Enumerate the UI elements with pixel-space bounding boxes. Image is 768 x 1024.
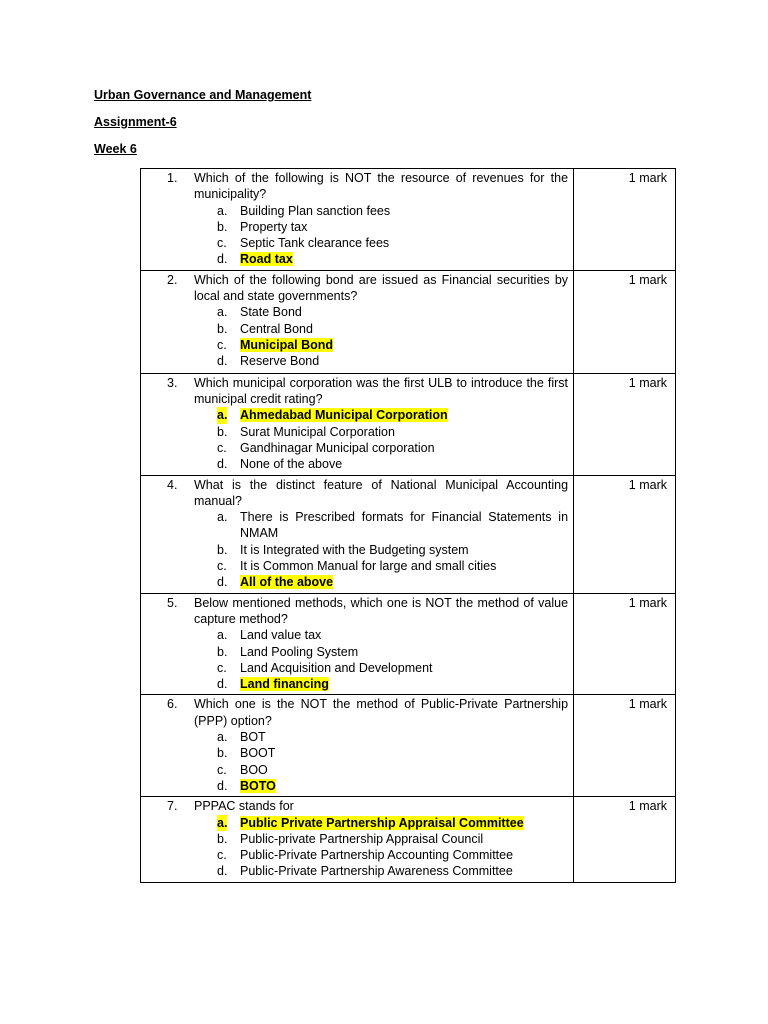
- option-text: Land value tax: [240, 628, 322, 643]
- option-label: b.: [217, 424, 228, 439]
- answer-option: [194, 440, 568, 456]
- option-label: b.: [217, 644, 228, 659]
- option-label: c.: [217, 848, 227, 863]
- marks-label: 1 mark: [628, 171, 667, 185]
- option-text: Building Plan sanction fees: [240, 203, 391, 218]
- assignment-title: Assignment-6: [94, 115, 177, 129]
- course-title: Urban Governance and Management: [94, 88, 312, 102]
- correct-answer-text: Road tax: [240, 252, 293, 267]
- week-title: Week 6: [94, 142, 137, 156]
- option-label: d.: [217, 575, 228, 590]
- question-text: Below mentioned methods, which one is NOT the method of value capture method?: [194, 595, 569, 626]
- option-label: c.: [217, 762, 227, 777]
- question-cell: [141, 695, 574, 797]
- option-label: b.: [217, 321, 228, 336]
- question: [141, 695, 573, 796]
- marks-cell: [574, 797, 676, 882]
- answer-option: [194, 815, 568, 831]
- answer-option: [194, 509, 568, 542]
- option-list: [194, 509, 568, 590]
- option-text: Surat Municipal Corporation: [240, 424, 395, 439]
- answer-option: [194, 203, 568, 219]
- question-row: [141, 373, 676, 475]
- question-text: PPPAC stands for: [194, 799, 294, 814]
- answer-option: [194, 863, 568, 879]
- questions-table: [140, 168, 676, 883]
- option-text: None of the above: [240, 457, 343, 472]
- question-row: [141, 593, 676, 695]
- question-number: 7.: [167, 799, 178, 814]
- questions-table-body: [141, 169, 676, 883]
- marks-cell: [574, 475, 676, 593]
- option-label: a.: [217, 628, 228, 643]
- answer-option: [194, 745, 568, 761]
- option-label: c.: [217, 660, 227, 675]
- option-list: [194, 815, 568, 880]
- answer-option: [194, 353, 568, 369]
- option-label: c.: [217, 440, 227, 455]
- question-number: 3.: [167, 375, 178, 390]
- answer-option: [194, 558, 568, 574]
- option-text: Central Bond: [240, 321, 313, 336]
- option-label: d.: [217, 864, 228, 879]
- question-row: [141, 270, 676, 373]
- marks-cell: [574, 270, 676, 373]
- option-text: Gandhinagar Municipal corporation: [240, 440, 435, 455]
- option-text: It is Common Manual for large and small cities: [240, 559, 497, 574]
- marks-cell: [574, 169, 676, 271]
- answer-option: [194, 627, 568, 643]
- marks-label: 1 mark: [628, 595, 667, 610]
- question-cell: [141, 270, 574, 373]
- question: [141, 476, 573, 593]
- correct-answer-text: BOTO: [240, 778, 276, 793]
- answer-option: [194, 424, 568, 440]
- question: [141, 594, 573, 695]
- question-cell: [141, 593, 574, 695]
- option-text: Land Pooling System: [240, 644, 359, 659]
- question: [141, 271, 573, 372]
- option-label: b.: [217, 219, 228, 234]
- question-text: What is the distinct feature of National Municipal Accounting manual?: [194, 477, 569, 508]
- answer-option: [194, 676, 568, 692]
- option-label: d.: [217, 778, 228, 793]
- option-text: Septic Tank clearance fees: [240, 236, 390, 251]
- question: [141, 797, 573, 881]
- answer-option: [194, 831, 568, 847]
- answer-option: [194, 660, 568, 676]
- option-list: [194, 407, 568, 472]
- option-label: b.: [217, 542, 228, 557]
- option-label: b.: [217, 831, 228, 846]
- correct-answer-text: Municipal Bond: [240, 337, 334, 352]
- answer-option: [194, 729, 568, 745]
- option-list: [194, 729, 568, 794]
- answer-option: [194, 235, 568, 251]
- option-text: Reserve Bond: [240, 354, 320, 369]
- question-row: [141, 797, 676, 882]
- answer-option: [194, 337, 568, 353]
- option-list: [194, 304, 568, 369]
- option-text: It is Integrated with the Budgeting system: [240, 542, 469, 557]
- option-text: Public-Private Partnership Awareness Committee: [240, 864, 513, 879]
- answer-option: [194, 304, 568, 320]
- option-list: [194, 627, 568, 692]
- answer-option: [194, 456, 568, 472]
- option-label: d.: [217, 677, 228, 692]
- question-number: 2.: [167, 272, 178, 287]
- question-text: Which of the following bond are issued as Financial securities by local and state governments?: [194, 272, 569, 304]
- question-number: 5.: [167, 595, 178, 610]
- option-label: a.: [217, 408, 228, 423]
- answer-option: [194, 219, 568, 235]
- option-label: a.: [217, 730, 228, 745]
- question-text: Which municipal corporation was the first ULB to introduce the first municipal credit rating?: [194, 375, 569, 407]
- option-label: a.: [217, 815, 228, 830]
- question-row: [141, 169, 676, 271]
- option-text: Public-private Partnership Appraisal Council: [240, 831, 484, 846]
- question-row: [141, 475, 676, 593]
- correct-answer-text: Land financing: [240, 677, 329, 692]
- answer-option: [194, 251, 568, 267]
- question-number: 6.: [167, 697, 178, 712]
- option-label: c.: [217, 236, 227, 251]
- marks-cell: [574, 373, 676, 475]
- option-text: BOOT: [240, 746, 276, 761]
- correct-answer-text: Public Private Partnership Appraisal Committee: [240, 815, 524, 830]
- option-label: a.: [217, 305, 228, 320]
- option-text: Public-Private Partnership Accounting Committee: [240, 848, 514, 863]
- question-number: 4.: [167, 477, 178, 492]
- correct-answer-text: All of the above: [240, 575, 334, 590]
- answer-option: [194, 847, 568, 863]
- question-text: Which of the following is NOT the resource of revenues for the municipality?: [194, 171, 569, 202]
- marks-cell: [574, 695, 676, 797]
- question-row: [141, 695, 676, 797]
- question-cell: [141, 373, 574, 475]
- marks-label: 1 mark: [628, 477, 667, 492]
- question-cell: [141, 797, 574, 882]
- marks-cell: [574, 593, 676, 695]
- marks-label: 1 mark: [628, 375, 667, 390]
- question-cell: [141, 475, 574, 593]
- marks-label: 1 mark: [628, 799, 667, 814]
- answer-option: [194, 407, 568, 423]
- question-text: Which one is the NOT the method of Public-Private Partnership (PPP) option?: [194, 697, 569, 728]
- option-label: d.: [217, 354, 228, 369]
- option-text: There is Prescribed formats for Financial Statements in NMAM: [240, 510, 569, 541]
- answer-option: [194, 574, 568, 590]
- option-list: [194, 203, 568, 268]
- option-text: BOO: [240, 762, 268, 777]
- option-label: b.: [217, 746, 228, 761]
- question: [141, 169, 573, 270]
- answer-option: [194, 778, 568, 794]
- option-label: c.: [217, 559, 227, 574]
- answer-option: [194, 762, 568, 778]
- answer-option: [194, 644, 568, 660]
- option-label: d.: [217, 457, 228, 472]
- answer-option: [194, 542, 568, 558]
- question: [141, 374, 573, 475]
- option-label: c.: [217, 337, 227, 352]
- option-label: a.: [217, 510, 228, 525]
- marks-label: 1 mark: [628, 272, 667, 287]
- option-text: BOT: [240, 730, 266, 745]
- option-text: State Bond: [240, 305, 302, 320]
- question-cell: [141, 169, 574, 271]
- marks-label: 1 mark: [628, 697, 667, 712]
- option-text: Property tax: [240, 219, 308, 234]
- question-number: 1.: [167, 171, 178, 185]
- answer-option: [194, 321, 568, 337]
- option-label: a.: [217, 203, 228, 218]
- correct-answer-text: Ahmedabad Municipal Corporation: [240, 408, 448, 423]
- option-label: d.: [217, 252, 228, 267]
- option-text: Land Acquisition and Development: [240, 660, 433, 675]
